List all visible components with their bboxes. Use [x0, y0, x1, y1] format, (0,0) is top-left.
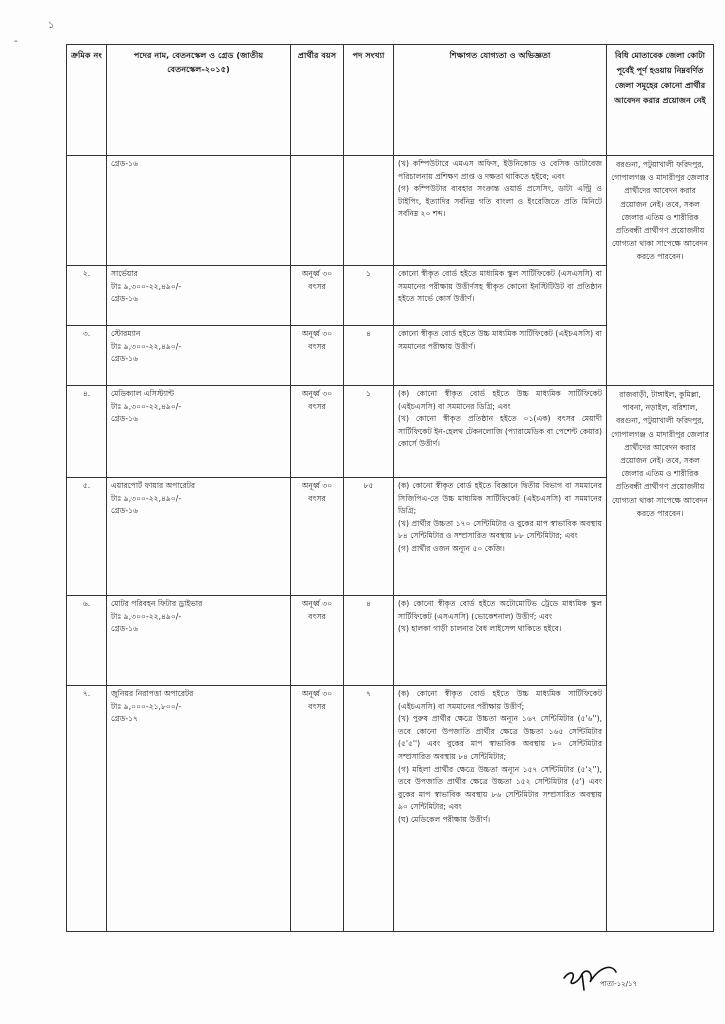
page-mark: ১	[48, 20, 55, 31]
qualification-item: (ঘ) মেডিকেল পরীক্ষায় উত্তীর্ণ।	[398, 814, 491, 824]
post-cell	[107, 266, 291, 326]
serial-cell	[67, 156, 107, 266]
qualification-item: (খ) হালকা গাড়ী চালনার বৈধ লাইসেন্স থাকিতে হইবে।	[398, 624, 562, 634]
district-exclusion-text: বরগুনা, পটুয়াখালী ফরিদপুর, গোপালগঞ্জ ও মাদারীপুর জেলার প্রার্থীদের আবেদন করার প্রয়োজন নেই। তবে, সকল জেলার এতিম ও শারীরিক প্রতিবন্ধী প্রার্থীগণ প্রয়োজনীয় যোগ্যতা থাকা সাপেক্ষে আবেদন করতে পারবেন।	[611, 160, 709, 262]
serial-cell: ৬.	[67, 596, 107, 686]
grade: গ্রেড-১৬	[111, 294, 138, 304]
count-cell: ৪	[344, 596, 394, 686]
qualification-cell	[394, 326, 607, 386]
post-cell	[107, 386, 291, 478]
post-cell	[107, 156, 291, 266]
grade: গ্রেড-১৬	[111, 506, 138, 516]
qualification-item: (খ) প্রার্থীর উচ্চতা ১৭০ সেন্টিমিটার ও বুকের মাপ স্বাভাবিক অবস্থায় ৮৪ সেন্টিমিটার ও সম্প্রসারিত অবস্থায় ৮৮ সেন্টিমিটার; এবং	[398, 518, 602, 541]
district-cell	[607, 386, 714, 932]
pay-scale: টাঃ ৯,৩০০-২২,৪৯০/-	[111, 493, 182, 503]
qualification-cell	[394, 266, 607, 326]
qualification-item: (গ) কম্পিউটার ব্যবহার সংক্রান্ত ওয়ার্ড প্রসেসিং, ডাটা এন্ট্রি ও টাইপিং, ইত্যাদির সর্বনিম্ন গতি বাংলা ও ইংরেজিতে প্রতি মিনিটে সর্বনিম্ন ২০ শব্দ।	[398, 184, 602, 219]
qualification-item: (খ) কম্পিউটারে এমএস অফিস, ইউনিকোড ও বেসিক ডাটাবেজ পরিচালনায় প্রশিক্ষণ প্রাপ্ত ও দক্ষতা থাকিতে হইবে; এবং	[398, 159, 602, 181]
age-cell: অনূর্ধ্ব ৩০ বৎসর	[291, 386, 344, 478]
header-district: বিধি মোতাবেক জেলা কোটা পূর্বেই পূর্ণ হওয়ায় নিম্নবর্ণিত জেলা সমূহের কোনো প্রার্থীর আবেদন করার প্রয়োজন নেই	[607, 45, 714, 156]
header-count: পদ সংখ্যা	[344, 45, 394, 156]
page-number: পাতা-১২/১৭	[600, 980, 638, 988]
post-name: মেডিক্যাল এসিস্ট্যান্ট	[111, 389, 175, 398]
post-name: স্টোরম্যান	[111, 329, 141, 338]
pay-scale: টাঃ ৯,০০০-২১,৮০০/-	[111, 701, 182, 711]
qualification-cell	[394, 156, 607, 266]
qualification-item: (ক) কোনো স্বীকৃত বোর্ড হইতে উচ্চ মাধ্যমিক সার্টিফিকেট (এইচএসসি) বা সমমানের ডিগ্রি; এবং	[398, 389, 602, 411]
qualification-item: (গ) প্রার্থীর ওজন অন্যূন ৫০ কেজি।	[398, 543, 505, 553]
grade: গ্রেড-১৬	[111, 159, 138, 168]
age-cell: অনূর্ধ্ব ৩০ বৎসর	[291, 326, 344, 386]
table-row	[67, 386, 714, 478]
serial-cell: ৪.	[67, 386, 107, 478]
count-cell	[344, 156, 394, 266]
pay-scale: টাঃ ৯,৩০০-২২,৪৯০/-	[111, 401, 182, 411]
count-cell: ১	[344, 386, 394, 478]
post-name: জুনিয়র নিরাপত্তা অপারেটর	[111, 689, 194, 698]
recruitment-table	[66, 44, 714, 932]
qualification-cell	[394, 686, 607, 932]
page-mark: -	[14, 36, 18, 47]
post-name: সার্ভেয়ার	[111, 269, 138, 278]
header-post: পদের নাম, বেতনস্কেল ও গ্রেড (জাতীয় বেতনস্কেল-২০১৫)	[107, 45, 291, 156]
post-cell	[107, 478, 291, 596]
qualification-item: (গ) মহিলা প্রার্থীর ক্ষেত্রে উচ্চতা অন্যূন ১৫৭ সেন্টিমিটার (৫'২''), তবে উপজাতি প্রার্থীর ক্ষেত্রে উচ্চতা ১৫২ সেন্টিমিটার (৫') এবং বুকের মাপ স্বাভাবিক অবস্থায় ৮৬ সেন্টিমিটার সম্প্রসারিত অবস্থায় ৯০ সেন্টিমিটার; এবং	[398, 764, 602, 812]
pay-scale: টাঃ ৯,৩০০-২২,৪৯০/-	[111, 281, 182, 291]
qualification-cell	[394, 386, 607, 478]
grade: গ্রেড-১৬	[111, 354, 138, 364]
serial-cell: ৫.	[67, 478, 107, 596]
header-age: প্রার্থীর বয়স	[291, 45, 344, 156]
pay-scale: টাঃ ৯,৩০০-২২,৪৯০/-	[111, 611, 182, 621]
post-name: মোটর পরিবহন ফিটার ড্রাইভার	[111, 599, 203, 608]
age-cell: অনূর্ধ্ব ৩০ বৎসর	[291, 686, 344, 932]
table-header-row	[67, 45, 714, 156]
pay-scale: টাঃ ৯,৩০০-২২,৪৯০/-	[111, 341, 182, 351]
qualification-item: (খ) পুরুষ প্রার্থীর ক্ষেত্রে উচ্চতা অন্যূন ১৬৭ সেন্টিমিটার (৫'৬''), তবে কোনো উপজাতি প্রার্থীর ক্ষেত্রে উচ্চতা ১৬৫ সেন্টিমিটার (৫'৫'') এবং বুকের মাপ স্বাভাবিক অবস্থায় ৮০ সেন্টিমিটার সম্প্রসারিত অবস্থায় ৮৪ সেন্টিমিটার;	[398, 714, 602, 761]
qualification-cell	[394, 478, 607, 596]
qualification-item: (খ) কোনো স্বীকৃত প্রতিষ্ঠান হইতে ০১(এক) বৎসর মেয়াদী সার্টিফিকেট ইন-হেলথ টেকনলোজি (প্যারামেডিক বা পেশেন্ট কেয়ার) কোর্সে উত্তীর্ণ।	[398, 414, 602, 449]
serial-cell: ৭.	[67, 686, 107, 932]
count-cell: ৭	[344, 686, 394, 932]
age-cell	[291, 156, 344, 266]
grade: গ্রেড-১৬	[111, 414, 138, 424]
post-cell	[107, 326, 291, 386]
age-cell: অনূর্ধ্ব ৩০ বৎসর	[291, 596, 344, 686]
qualification-cell	[394, 596, 607, 686]
count-cell: ১	[344, 266, 394, 326]
district-cell	[607, 156, 714, 386]
qualification-item: কোনো স্বীকৃত বোর্ড হইতে উচ্চ মাধ্যমিক সার্টিফিকেট (এইচএসসি) বা সমমানের পরীক্ষায় উত্তীর্ণ।	[398, 329, 602, 351]
table-row	[67, 156, 714, 266]
post-cell	[107, 596, 291, 686]
qualification-item: (ক) কোনো স্বীকৃত বোর্ড হইতে বিজ্ঞানে দ্বিতীয় বিভাগ বা সমমানের সিজিপিএ-তে উচ্চ মাধ্যমিক সার্টিফিকেট (এইচএসসি) বা সমমানের ডিগ্রি;	[398, 481, 602, 516]
age-cell: অনূর্ধ্ব ৩০ বৎসর	[291, 478, 344, 596]
count-cell: ৮৫	[344, 478, 394, 596]
serial-cell: ৩.	[67, 326, 107, 386]
qualification-item: (ক) কোনো স্বীকৃত বোর্ড হইতে অটোমোটিভ ট্রেডে মাধ্যমিক স্কুল সার্টিফিকেট (এসএসসি) (ভোকেশনাল) উত্তীর্ণ; এবং	[398, 599, 602, 621]
qualification-item: (ক) কোনো স্বীকৃত বোর্ড হইতে উচ্চ মাধ্যমিক সার্টিফিকেট (এইচএসসি) বা সমমানের পরীক্ষায় উত্তীর্ণ;	[398, 689, 602, 711]
grade: গ্রেড-১৬	[111, 624, 138, 634]
header-serial: ক্রমিক নং	[67, 45, 107, 156]
post-name: এয়ারপোর্ট ফায়ার অপারেটর	[111, 481, 196, 490]
header-qualification: শিক্ষাগত যোগ্যতা ও অভিজ্ঞতা	[394, 45, 607, 156]
age-cell: অনূর্ধ্ব ৩০ বৎসর	[291, 266, 344, 326]
district-exclusion-text: রাজবাড়ী, টাঙ্গাইল, কুমিল্লা, পাবনা, নড়াইল, বরিশাল, বরগুনা, পটুয়াখালী ফরিদপুর, গোপালগঞ্জ ও মাদারীপুর জেলার প্রার্থীদের আবেদন করার প্রয়োজন নেই। তবে, সকল জেলার এতিম ও শারীরিক প্রতিবন্ধী প্রার্থীগণ প্রয়োজনীয় যোগ্যতা থাকা সাপেক্ষে আবেদন করতে পারবেন।	[611, 390, 709, 518]
post-cell	[107, 686, 291, 932]
count-cell: ৪	[344, 326, 394, 386]
qualification-item: কোনো স্বীকৃত বোর্ড হইতে মাধ্যমিক স্কুল সার্টিফিকেট (এসএসসি) বা সমমানের পরীক্ষায় উত্তীর্ণসহ স্বীকৃত কোনো ইনস্টিটিউট বা প্রতিষ্ঠান হইতে সার্ভে কোর্স উত্তীর্ণ।	[398, 269, 602, 304]
grade: গ্রেড-১৭	[111, 714, 138, 724]
serial-cell: ২.	[67, 266, 107, 326]
